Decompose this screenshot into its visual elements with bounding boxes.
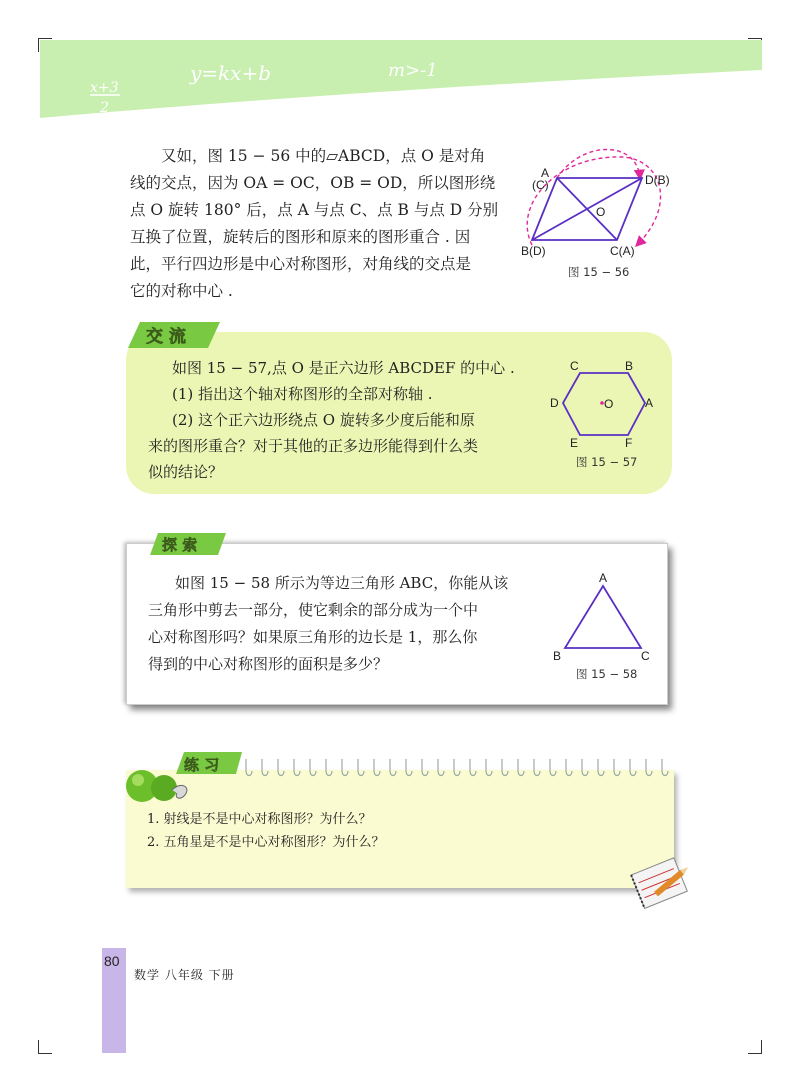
discussion-tag [128,318,228,352]
spiral-loop [438,759,444,776]
spiral-loop [630,759,636,776]
spiral-loop [550,759,556,776]
exploration-tag-label: 探 索 [162,536,198,554]
header-formula-fraction-bottom: 2 [100,100,109,116]
intro-paragraph [130,143,500,305]
header-formula-linear: y=kx+b [190,61,272,85]
header-formula-fraction-top: x+3 [90,80,119,96]
crop-mark [761,1040,762,1054]
spiral-loop [310,759,316,776]
spiral-loop [662,759,668,776]
spiral-loop [582,759,588,776]
discussion-line: (2) 这个正六边形绕点 O 旋转多少度后能和原 [172,411,475,429]
intro-line: 线的交点，因为 OA = OC，OB = OD，所以图形绕 [130,174,496,192]
spiral-loop [406,759,412,776]
book-title: 数学 八年级 下册 [134,968,235,982]
notebook-pencil-icon [622,852,702,912]
spiral-loop [246,759,252,776]
header-formula-inequality: m>-1 [388,60,438,81]
spiral-loop [486,759,492,776]
spiral-loop [518,759,524,776]
spiral-loop [566,759,572,776]
exercise-tag-label: 练 习 [184,756,220,774]
spiral-loop [502,759,508,776]
exploration-line: 得到的中心对称图形的面积是多少？ [148,655,389,673]
discussion-line: (1) 指出这个轴对称图形的全部对称轴 . [172,385,433,403]
intro-line: 它的对称中心 . [130,282,233,300]
fig57-label-o: O [604,397,614,411]
discussion-line: 来的图形重合？对于其他的正多边形能得到什么类 [148,437,479,455]
fig56-caption: 图 15 − 56 [568,265,630,279]
spiral-loop [342,759,348,776]
exploration-line: 三角形中剪去一部分，使它剩余的部分成为一个中 [148,601,479,619]
exercise-list [147,808,385,854]
fig57-label-d: D [550,396,559,410]
spiral-loop [454,759,460,776]
spiral-loop [534,759,540,776]
spiral-loop [294,759,300,776]
spiral-loop [646,759,652,776]
fig57-label-f: F [625,436,633,450]
discussion-line: 如图 15 − 57,点 O 是正六边形 ABCDEF 的中心 . [172,359,515,377]
fig56-label-a: A [541,166,550,180]
spiral-loop [326,759,332,776]
figure-15-57-hexagon [545,355,665,450]
fig57-label-e: E [570,436,579,450]
fig58-label-b: B [553,649,562,663]
exploration-tag [150,531,230,557]
fig56-label-c-paren: (C) [532,178,549,192]
fig57-caption: 图 15 − 57 [576,455,638,469]
figure-15-58-triangle [545,568,665,663]
crop-mark [748,1053,762,1054]
exercise-item: 2. 五角星是不是中心对称图形？为什么？ [147,835,385,850]
discussion-line: 似的结论？ [148,463,224,481]
intro-line: 又如，图 15 − 56 中的▱ABCD，点 O 是对角 [161,147,486,165]
header-banner [0,0,800,130]
fig57-label-a: A [645,396,654,410]
exercise-item: 1. 射线是不是中心对称图形？为什么？ [147,812,372,827]
exploration-text [148,570,538,678]
fig58-label-a: A [599,571,608,585]
spiral-loop [598,759,604,776]
fig56-label-b: B(D) [521,244,546,258]
exercise-spiral-binding [240,757,680,783]
spiral-loop [390,759,396,776]
spiral-loop [358,759,364,776]
crop-mark [38,1053,52,1054]
fig57-label-c: C [570,359,579,373]
leaf-mascot-icon [122,760,202,808]
spiral-loop [278,759,284,776]
exploration-line: 如图 15 − 58 所示为等边三角形 ABC，你能从该 [175,574,509,592]
fig58-caption: 图 15 − 58 [576,667,638,681]
intro-line: 点 O 旋转 180° 后，点 A 与点 C、点 B 与点 D 分别 [130,201,499,219]
spiral-loop [470,759,476,776]
spiral-loop [422,759,428,776]
fig56-label-c: C(A) [610,244,635,258]
page-number: 80 [104,953,120,969]
fig56-label-d: D(B) [645,173,670,187]
spiral-loop [374,759,380,776]
exploration-line: 心对称图形吗？如果原三角形的边长是 1，那么你 [148,628,478,646]
fig58-label-c: C [641,649,650,663]
spiral-loop [614,759,620,776]
fig56-label-o: O [596,205,606,219]
crop-mark [38,1040,39,1054]
spiral-loop [262,759,268,776]
fig57-label-b: B [625,359,634,373]
discussion-text [148,355,538,485]
intro-line: 此，平行四边形是中心对称图形，对角线的交点是 [130,255,472,273]
intro-line: 互换了位置，旋转后的图形和原来的图形重合 . 因 [130,228,471,246]
discussion-tag-label: 交 流 [146,327,186,347]
